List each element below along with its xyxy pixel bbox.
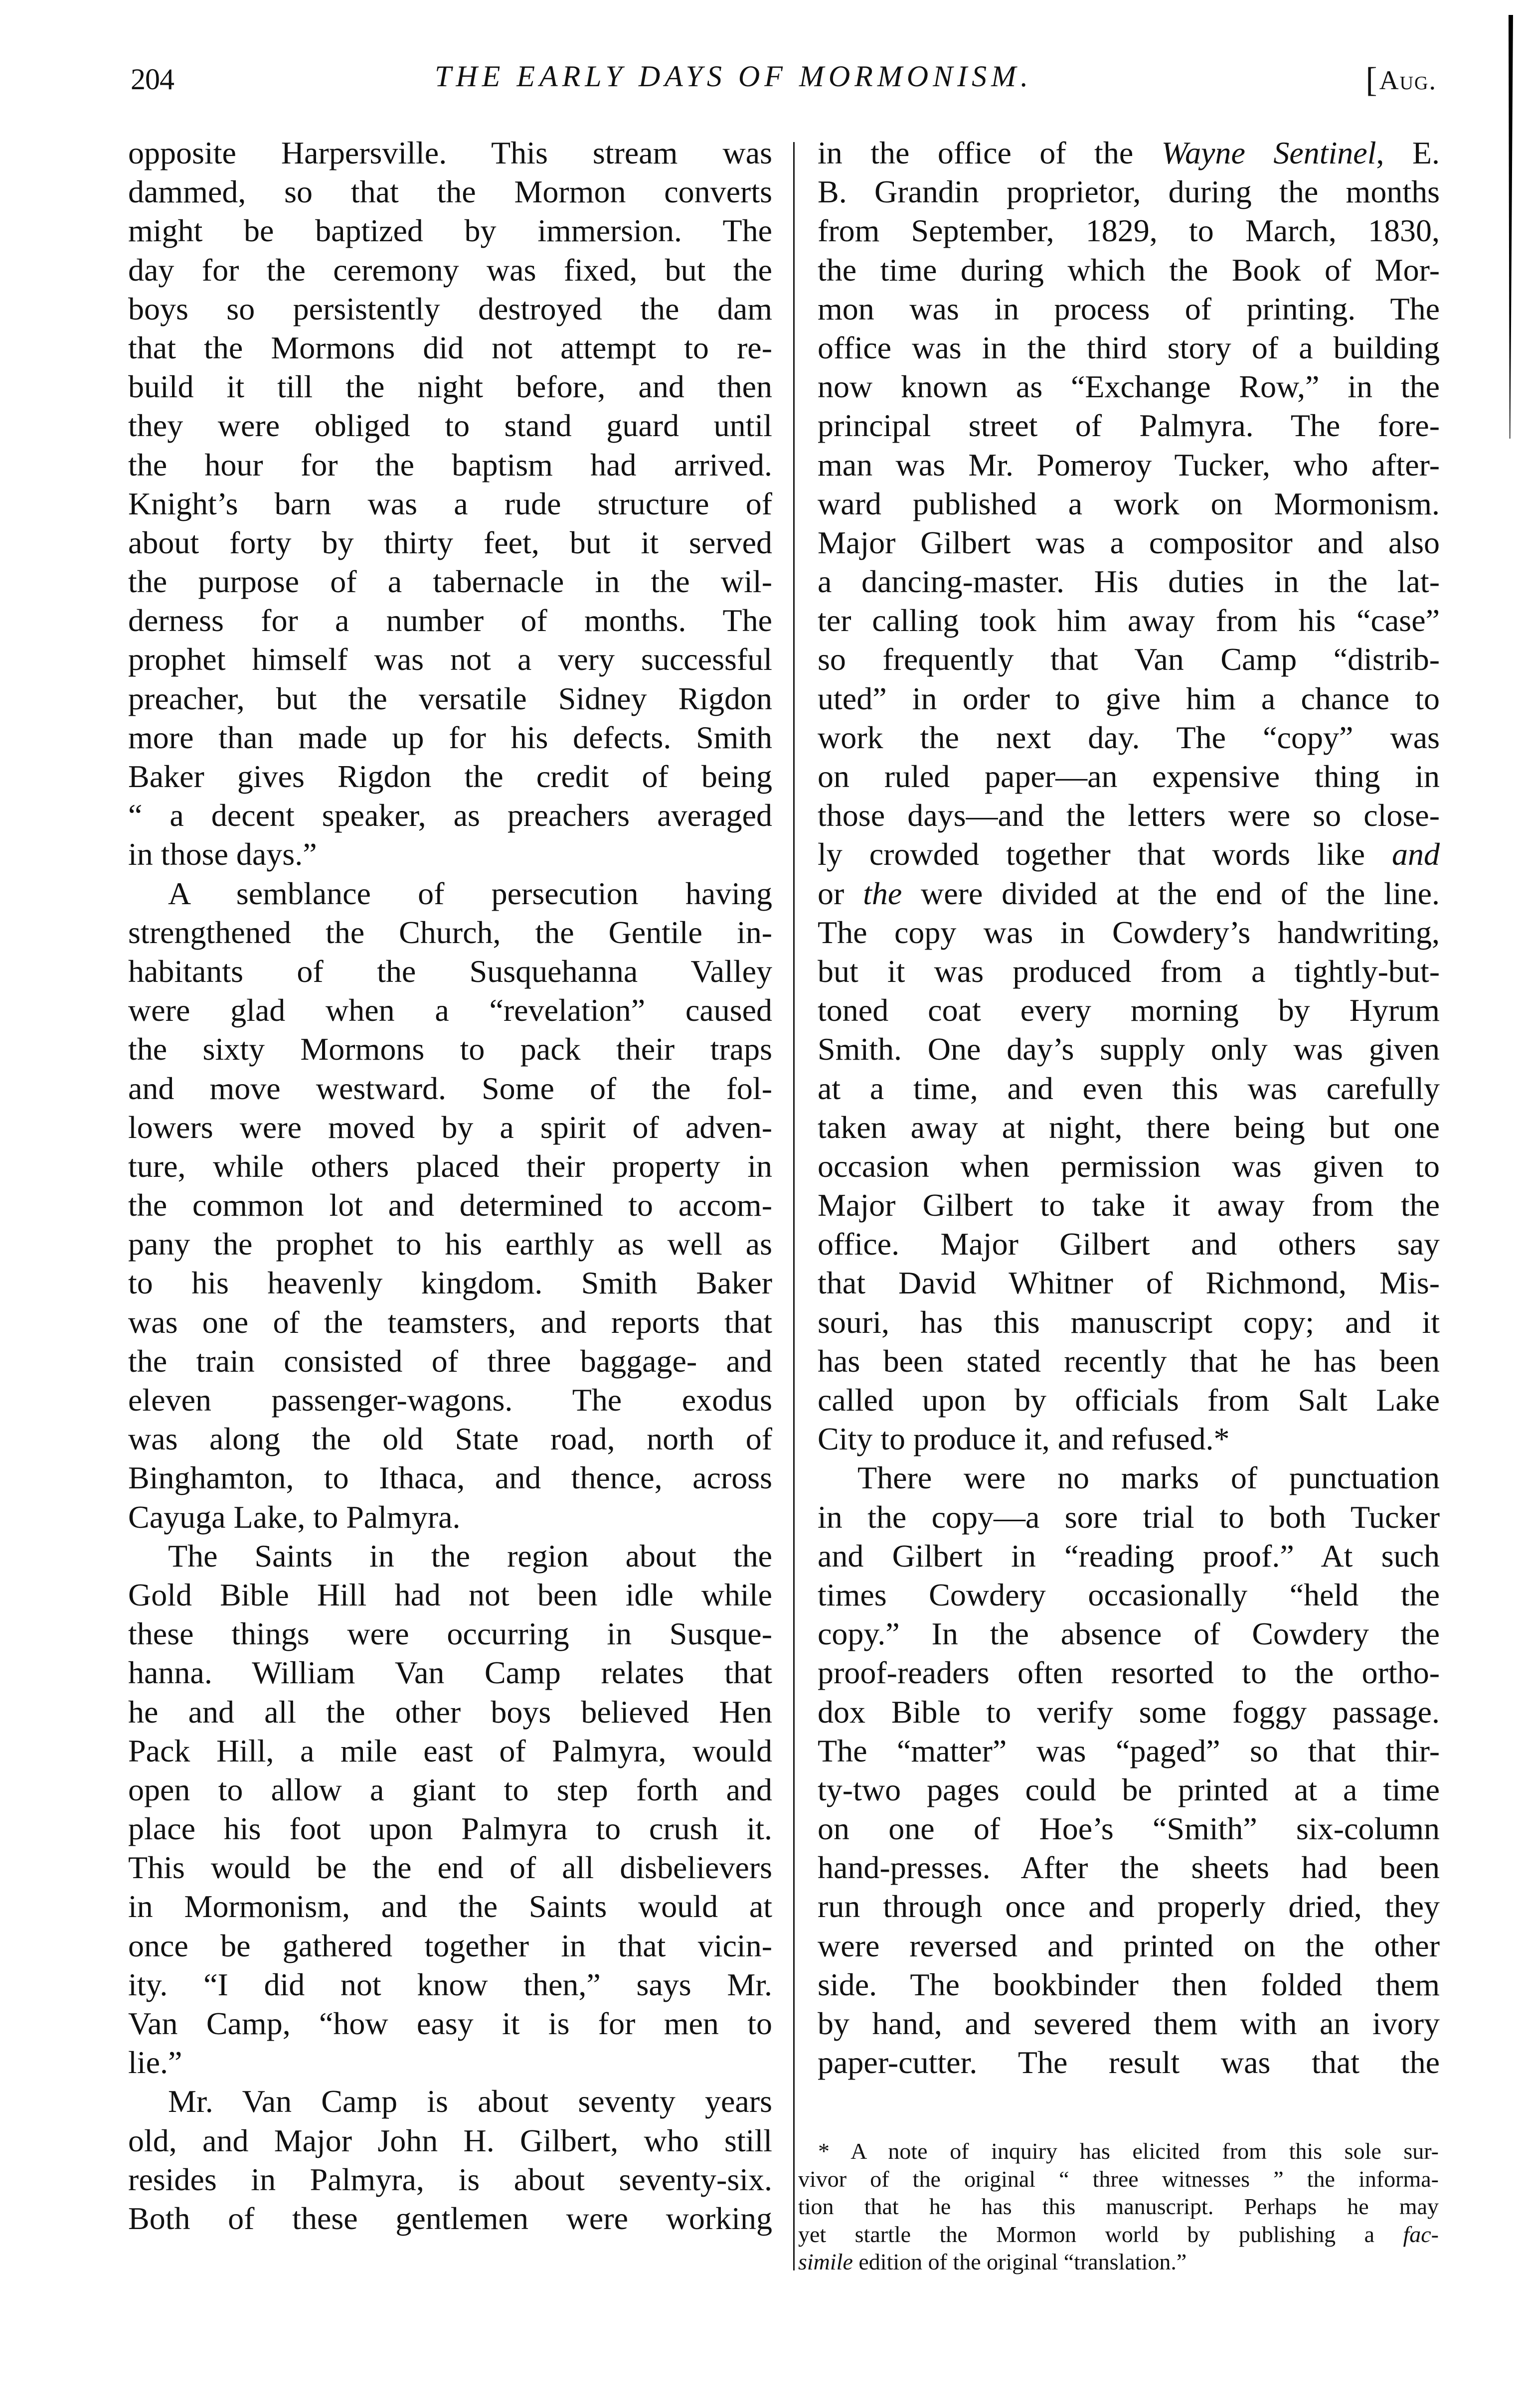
text-line [798, 2221, 1439, 2248]
text-line: these things were occurring in Susque- [128, 1616, 772, 1652]
text-line: opposite Harpersville. This stream was [128, 135, 772, 170]
text-line: so frequently that Van Camp “distrib- [818, 642, 1440, 677]
text-line: was along the old State road, north of [128, 1421, 772, 1457]
text-line: ture, while others placed their property in [128, 1148, 772, 1184]
text-run: were divided at the end of the line. [902, 875, 1440, 911]
italic-text: simile [798, 2249, 853, 2274]
text-line: those days—and the letters were so close- [818, 798, 1440, 833]
text-line: vivor of the original “ three witnesses ” the informa- [798, 2166, 1439, 2192]
text-line: Binghamton, to Ithaca, and thence, across [128, 1460, 772, 1496]
text-line [818, 835, 1440, 874]
text-run: ly crowded together that words like [818, 836, 1392, 872]
text-line: Van Camp, “how easy it is for men to [128, 2006, 772, 2041]
text-line: on ruled paper—an expensive thing in [818, 759, 1440, 794]
text-run: yet startle the Mormon world by publishing a [798, 2221, 1403, 2247]
text-run: , E. [1376, 135, 1440, 170]
text-line: lie.” [128, 2045, 182, 2081]
text-line: proof-readers often resorted to the ortho- [818, 1655, 1440, 1691]
text-line: called upon by officials from Salt Lake [818, 1382, 1440, 1418]
text-line: City to produce it, and refused.* [818, 1421, 1230, 1457]
text-run: in the office of the [818, 135, 1162, 170]
text-line: hand-presses. After the sheets had been [818, 1850, 1440, 1886]
text-line: ter calling took him away from his “case” [818, 603, 1440, 639]
text-line: prophet himself was not a very successful [128, 642, 772, 677]
text-run: or [818, 875, 863, 911]
text-line: old, and Major John H. Gilbert, who still [128, 2122, 772, 2158]
text-line [818, 134, 1440, 172]
italic-text: fac- [1403, 2221, 1439, 2247]
page-number: 204 [131, 63, 174, 96]
text-line: ward published a work on Mormonism. [818, 485, 1440, 521]
text-line: he and all the other boys believed Hen [128, 1694, 772, 1730]
text-line: office was in the third story of a building [818, 329, 1440, 365]
text-line: open to allow a giant to step forth and [128, 1771, 772, 1807]
column-divider [793, 142, 795, 2270]
text-line: The copy was in Cowdery’s handwriting, [818, 914, 1440, 950]
text-line: but it was produced from a tightly-but- [818, 953, 1440, 989]
issue-month [1365, 61, 1437, 98]
text-line: in those days.” [128, 836, 317, 872]
text-line: by hand, and severed them with an ivory [818, 2006, 1440, 2041]
text-line: in Mormonism, and the Saints would at [128, 1889, 772, 1925]
italic-text: the [863, 875, 902, 911]
text-line: and Gilbert in “reading proof.” At such [818, 1538, 1440, 1574]
text-line: Cayuga Lake, to Palmyra. [128, 1499, 461, 1535]
text-line: “ a decent speaker, as preachers averaged [128, 798, 772, 833]
text-line: principal street of Palmyra. The fore- [818, 408, 1440, 444]
running-header [131, 59, 1437, 99]
text-line: Major Gilbert was a compositor and also [818, 524, 1440, 560]
text-line: were reversed and printed on the other [818, 1927, 1440, 1963]
text-line: to his heavenly kingdom. Smith Baker [128, 1265, 772, 1301]
text-line: Smith. One day’s supply only was given [818, 1031, 1440, 1067]
text-line: were glad when a “revelation” caused [128, 992, 772, 1028]
footnote [798, 2137, 1439, 2276]
text-line: lowers were moved by a spirit of adven- [128, 1109, 772, 1145]
text-line: A semblance of persecution having [168, 875, 772, 911]
text-line: man was Mr. Pomeroy Tucker, who after- [818, 447, 1440, 482]
text-line: Pack Hill, a mile east of Palmyra, would [128, 1733, 772, 1768]
text-line: might be baptized by immersion. The [128, 213, 772, 249]
text-line: Mr. Van Camp is about seventy years [168, 2084, 772, 2119]
text-line: build it till the night before, and then [128, 369, 772, 405]
text-line: Baker gives Rigdon the credit of being [128, 759, 772, 794]
text-line: There were no marks of punctuation [857, 1460, 1440, 1496]
bracket-mark: [ [1365, 61, 1377, 99]
text-line: Gold Bible Hill had not been idle while [128, 1577, 772, 1612]
text-line: times Cowdery occasionally “held the [818, 1577, 1440, 1612]
text-line: and move westward. Some of the fol- [128, 1070, 772, 1106]
text-line: at a time, and even this was carefully [818, 1070, 1440, 1106]
text-line: day for the ceremony was fixed, but the [128, 252, 772, 288]
text-line: strengthened the Church, the Gentile in- [128, 914, 772, 950]
text-line: Major Gilbert to take it away from the [818, 1187, 1440, 1223]
text-line: hanna. William Van Camp relates that [128, 1655, 772, 1691]
text-line: occasion when permission was given to [818, 1148, 1440, 1184]
text-line: copy.” In the absence of Cowdery the [818, 1616, 1440, 1652]
text-line: taken away at night, there being but one [818, 1109, 1440, 1145]
text-line: preacher, but the versatile Sidney Rigdon [128, 680, 772, 716]
text-line: toned coat every morning by Hyrum [818, 992, 1440, 1028]
text-line: The “matter” was “paged” so that thir- [818, 1733, 1440, 1768]
text-line: pany the prophet to his earthly as well as [128, 1226, 772, 1262]
text-line: the train consisted of three baggage- and [128, 1343, 772, 1379]
text-line: the common lot and determined to accom- [128, 1187, 772, 1223]
text-line: paper-cutter. The result was that the [818, 2045, 1440, 2081]
text-line [798, 2248, 1439, 2276]
text-line: side. The bookbinder then folded them [818, 1966, 1440, 2002]
text-line: Knight’s barn was a rude structure of [128, 485, 772, 521]
text-line: once be gathered together in that vicin- [128, 1927, 772, 1963]
text-line: place his foot upon Palmyra to crush it. [128, 1811, 772, 1847]
text-line: Both of these gentlemen were working [128, 2200, 772, 2236]
text-line: mon was in process of printing. The [818, 291, 1440, 326]
text-line: work the next day. The “copy” was [818, 719, 1440, 755]
text-line: the sixty Mormons to pack their traps [128, 1031, 772, 1067]
text-line [818, 874, 1440, 913]
text-line: souri, has this manuscript copy; and it [818, 1304, 1440, 1340]
text-line: habitants of the Susquehanna Valley [128, 953, 772, 989]
text-line: the time during which the Book of Mor- [818, 252, 1440, 288]
left-column [128, 134, 772, 2238]
page-edge-shadow [1509, 15, 1513, 439]
text-line: office. Major Gilbert and others say [818, 1226, 1440, 1262]
text-line: they were obliged to stand guard until [128, 408, 772, 444]
text-line: derness for a number of months. The [128, 603, 772, 639]
text-line: has been stated recently that he has been [818, 1343, 1440, 1379]
text-line: * A note of inquiry has elicited from this sole sur- [818, 2138, 1439, 2164]
text-line: now known as “Exchange Row,” in the [818, 369, 1440, 405]
italic-text: Wayne Sentinel [1161, 135, 1376, 170]
text-line: tion that he has this manuscript. Perhaps he may [798, 2194, 1439, 2219]
text-line: ity. “I did not know then,” says Mr. [128, 1966, 772, 2002]
text-line: ty-two pages could be printed at a time [818, 1771, 1440, 1807]
text-line: the purpose of a tabernacle in the wil- [128, 564, 772, 600]
italic-text: and [1392, 836, 1440, 872]
text-line: about forty by thirty feet, but it served [128, 524, 772, 560]
text-line: a dancing-master. His duties in the lat- [818, 564, 1440, 600]
month-label: Aug. [1379, 65, 1437, 95]
text-line: dox Bible to verify some foggy passage. [818, 1694, 1440, 1730]
text-line: was one of the teamsters, and reports that [128, 1304, 772, 1340]
text-line: more than made up for his defects. Smith [128, 719, 772, 755]
text-line: run through once and properly dried, they [818, 1889, 1440, 1925]
text-line: The Saints in the region about the [168, 1538, 772, 1574]
right-column [818, 134, 1440, 2082]
text-line: that David Whitner of Richmond, Mis- [818, 1265, 1440, 1301]
text-line: on one of Hoe’s “Smith” six-column [818, 1811, 1440, 1847]
running-title: THE EARLY DAYS OF MORMONISM. [435, 60, 1033, 93]
text-line: the hour for the baptism had arrived. [128, 447, 772, 482]
text-line: in the copy—a sore trial to both Tucker [818, 1499, 1440, 1535]
text-line: eleven passenger-wagons. The exodus [128, 1382, 772, 1418]
text-line: uted” in order to give him a chance to [818, 680, 1440, 716]
text-line: dammed, so that the Mormon converts [128, 174, 772, 210]
text-line: B. Grandin proprietor, during the months [818, 174, 1440, 210]
text-line: This would be the end of all disbelievers [128, 1850, 772, 1886]
text-line: from September, 1829, to March, 1830, [818, 213, 1440, 249]
text-line: boys so persistently destroyed the dam [128, 291, 772, 326]
text-line: resides in Palmyra, is about seventy-six. [128, 2161, 772, 2197]
text-line: that the Mormons did not attempt to re- [128, 329, 772, 365]
text-run: edition of the original “translation.” [852, 2249, 1187, 2274]
